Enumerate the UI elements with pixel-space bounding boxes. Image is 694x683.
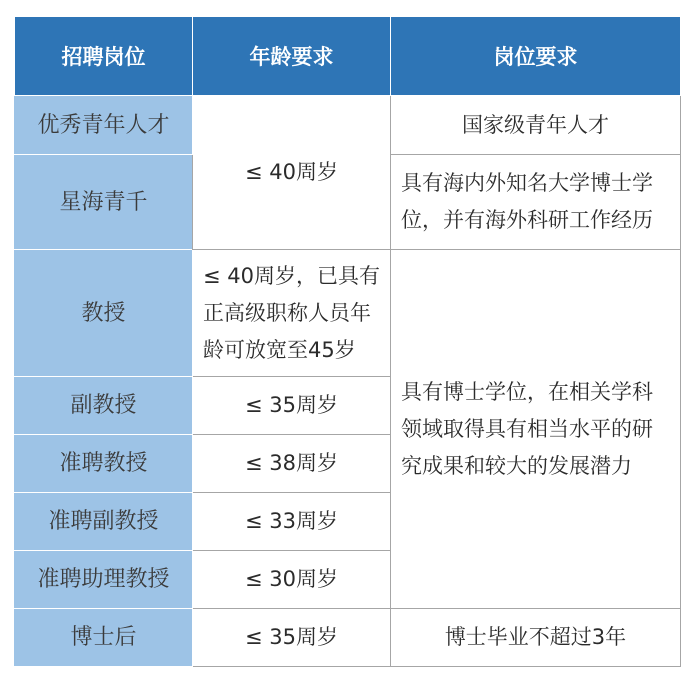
header-requirement: 岗位要求	[391, 17, 681, 96]
position-cell-youxiu: 优秀青年人才	[15, 96, 193, 155]
table-row	[15, 96, 681, 155]
table-row	[15, 250, 681, 377]
position-cell-professor: 教授	[15, 250, 193, 377]
age-cell-prep-assoc-professor: ≤ 33周岁	[193, 493, 391, 551]
recruitment-table-container	[14, 16, 680, 667]
header-age: 年龄要求	[193, 17, 391, 96]
recruitment-requirements-table	[14, 16, 681, 667]
table-header-row	[15, 17, 681, 96]
requirement-cell-youxiu: 国家级青年人才	[391, 96, 681, 155]
position-cell-prep-assist-professor: 准聘助理教授	[15, 551, 193, 609]
position-cell-prep-assoc-professor: 准聘副教授	[15, 493, 193, 551]
header-position: 招聘岗位	[15, 17, 193, 96]
age-cell-postdoc: ≤ 35周岁	[193, 609, 391, 667]
age-cell-assoc-professor: ≤ 35周岁	[193, 377, 391, 435]
position-cell-postdoc: 博士后	[15, 609, 193, 667]
position-cell-xinghai: 星海青千	[15, 155, 193, 250]
age-cell-professor: ≤ 40周岁，已具有正高级职称人员年龄可放宽至45岁	[193, 250, 391, 377]
position-cell-prep-professor: 准聘教授	[15, 435, 193, 493]
requirement-cell-shared-mid: 具有博士学位，在相关学科领域取得具有相当水平的研究成果和较大的发展潜力	[391, 250, 681, 609]
table-row	[15, 609, 681, 667]
requirement-cell-postdoc: 博士毕业不超过3年	[391, 609, 681, 667]
age-cell-prep-professor: ≤ 38周岁	[193, 435, 391, 493]
age-cell-prep-assist-professor: ≤ 30周岁	[193, 551, 391, 609]
requirement-cell-xinghai: 具有海内外知名大学博士学位，并有海外科研工作经历	[391, 155, 681, 250]
age-cell-shared-top: ≤ 40周岁	[193, 96, 391, 250]
position-cell-assoc-professor: 副教授	[15, 377, 193, 435]
